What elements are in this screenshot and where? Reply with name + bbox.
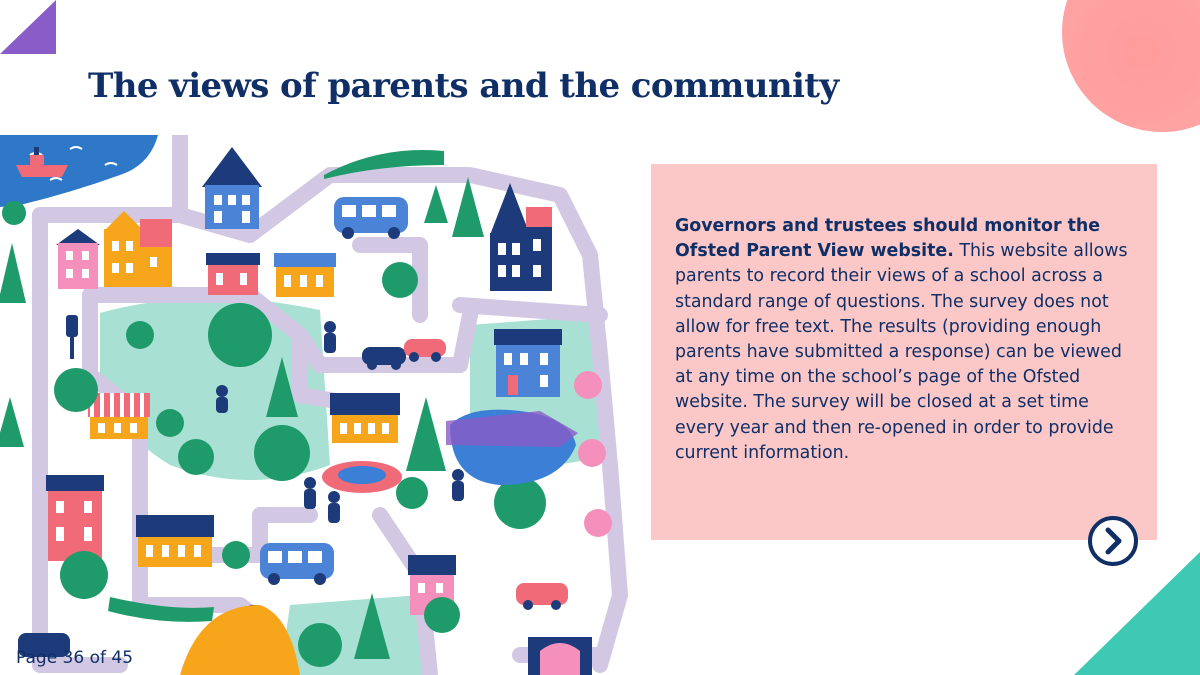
bus-icon-bottom: [260, 543, 334, 585]
page-indicator: Page 36 of 45: [16, 648, 134, 668]
next-slide-button[interactable]: [1086, 514, 1140, 568]
panel-body: This website allows parents to record their views of a school across a standard range of questions. The survey does not allow for free text. The results (providing enough parents have submitted a response) can be viewed at any time on the school’s page of the Ofsted website. The survey will be closed at a set time every year and then re-opened in order to provide current information.: [675, 241, 1128, 463]
panel-text: [675, 214, 1143, 466]
town-map-illustration: [0, 135, 640, 675]
coral-blob-decoration: [1062, 0, 1200, 132]
house-blue-top: [202, 147, 262, 229]
house-pink-corner: [528, 637, 592, 675]
house-orange-bottom: [136, 515, 214, 567]
info-panel: [651, 164, 1157, 540]
house-blue-right: [494, 329, 562, 397]
house-orange-park: [330, 393, 400, 443]
corner-triangle-teal: [1074, 552, 1200, 675]
slide-title: The views of parents and the community: [88, 66, 839, 106]
house-pink-small: [56, 229, 100, 289]
house-row-mid: [206, 253, 336, 297]
house-pink-left: [46, 475, 104, 561]
bus-icon: [334, 197, 408, 239]
chevron-right-circle-icon: [1086, 514, 1140, 568]
corner-triangle-purple: [0, 0, 56, 54]
panel-bold-lead: Governors and trustees should monitor the Ofsted Parent View website.: [675, 216, 1101, 262]
shop-striped: [88, 393, 150, 439]
